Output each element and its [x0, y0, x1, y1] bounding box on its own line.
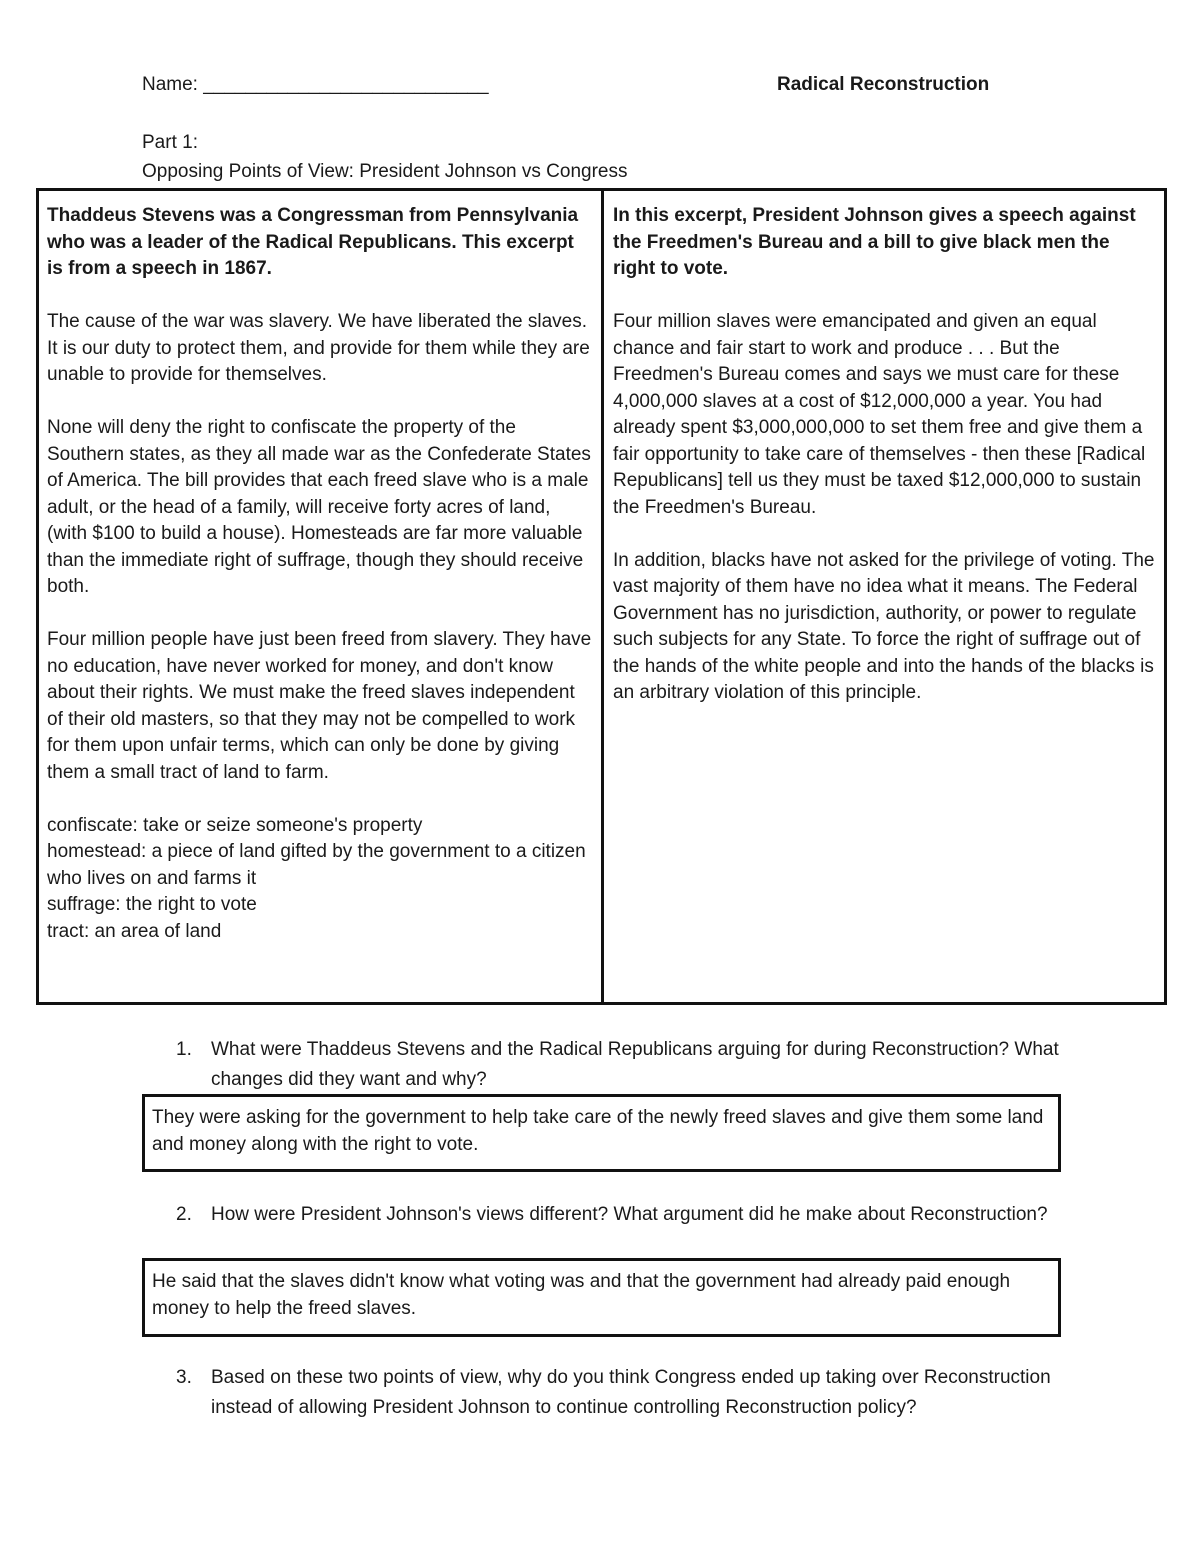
- question-number: 3.: [176, 1367, 192, 1388]
- question-text: Based on these two points of view, why do you think Congress ended up taking over Reconstruction instead of allowing President Johnson to continue controlling Reconstruction policy?: [211, 1367, 1051, 1418]
- johnson-paragraph-1: Four million slaves were emancipated and given an equal chance and fair start to work and produce . . . But the Freedmen's Bureau comes and says we must care for these 4,000,000 slaves at a cost of $12,000,000 a year. You had already spent $3,000,000,000 to set them free and give them a fair opportunity to take care of themselves - then these [Radical Republicans] tell us they must be taxed $12,000,000 to sustain the Freedmen's Bureau.: [613, 311, 1146, 518]
- johnson-excerpt-cell: [604, 191, 1164, 1002]
- answer-box-2[interactable]: He said that the slaves didn't know what voting was and that the government had already paid enough money to help the freed slaves.: [142, 1258, 1061, 1337]
- glossary-item: confiscate: take or seize someone's property: [47, 814, 423, 836]
- johnson-intro: In this excerpt, President Johnson gives a speech against the Freedmen's Bureau and a bill to give black men the right to vote.: [613, 205, 1136, 279]
- question-3: [176, 1363, 1076, 1422]
- johnson-paragraph-2: In addition, blacks have not asked for the privilege of voting. The vast majority of them have no idea what it means. The Federal Government has no jurisdiction, authority, or power to regulate such subjects for any State. To force the right of suffrage out of the hands of the white people and into the hands of the blacks is an arbitrary violation of this principle.: [613, 549, 1155, 703]
- stevens-intro: Thaddeus Stevens was a Congressman from Pennsylvania who was a leader of the Radical Republicans. This excerpt is from a speech in 1867.: [47, 205, 579, 279]
- name-field-label: Name: ___________________________: [142, 74, 489, 95]
- question-2: [176, 1200, 1076, 1230]
- question-text: How were President Johnson's views different? What argument did he make about Reconstruction?: [211, 1204, 1048, 1225]
- excerpt-table: [36, 188, 1167, 1005]
- question-1: [176, 1035, 1076, 1094]
- glossary-item: tract: an area of land: [47, 920, 222, 942]
- question-number: 2.: [176, 1204, 192, 1225]
- glossary-item: suffrage: the right to vote: [47, 894, 257, 915]
- part-label: Part 1:: [142, 132, 198, 153]
- page-title: Radical Reconstruction: [777, 74, 990, 95]
- stevens-paragraph-3: Four million people have just been freed from slavery. They have no education, have never worked for money, and don't know about their rights. We must make the freed slaves independent of their old masters, so that they may not be compelled to work for them upon unfair terms, which can only be done by giving them a small tract of land to farm.: [47, 629, 592, 783]
- stevens-excerpt-cell: [39, 191, 604, 1002]
- stevens-paragraph-2: None will deny the right to confiscate the property of the Southern states, as they all made war as the Confederate States of America. The bill provides that each freed slave who is a male adult, or the head of a family, will receive forty acres of land, (with $100 to build a house). Homesteads are far more valuable than the immediate right of suffrage, though they should receive both.: [47, 417, 591, 597]
- question-number: 1.: [176, 1039, 192, 1060]
- glossary: [47, 813, 593, 946]
- question-text: What were Thaddeus Stevens and the Radical Republicans arguing for during Reconstruction? What changes did they want and why?: [211, 1039, 1059, 1090]
- glossary-item: homestead: a piece of land gifted by the government to a citizen who lives on and farms it: [47, 841, 586, 889]
- answer-box-1[interactable]: They were asking for the government to help take care of the newly freed slaves and give them some land and money along with the right to vote.: [142, 1094, 1061, 1172]
- section-subtitle: Opposing Points of View: President Johnson vs Congress: [142, 161, 628, 182]
- stevens-paragraph-1: The cause of the war was slavery. We have liberated the slaves. It is our duty to protect them, and provide for them while they are unable to provide for themselves.: [47, 311, 590, 385]
